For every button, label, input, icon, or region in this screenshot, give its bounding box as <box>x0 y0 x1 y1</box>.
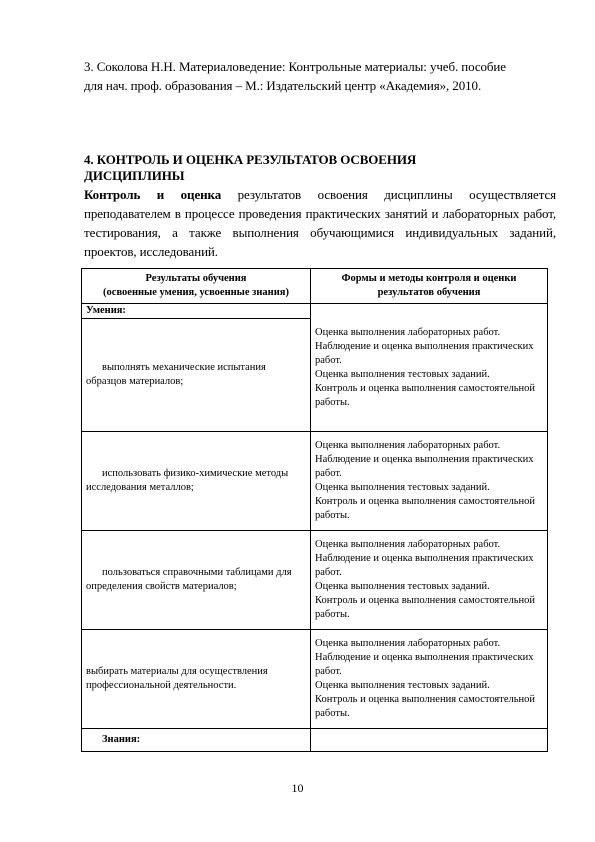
section-heading-line-2: ДИСЦИПЛИНЫ <box>84 168 185 183</box>
intro-paragraph <box>84 185 556 261</box>
method-item: Оценка выполнения тестовых заданий. <box>315 581 490 592</box>
col-results-header <box>82 269 311 304</box>
result-cell: пользоваться справочными таблицами для определения свойств материалов; <box>82 531 311 630</box>
table-row <box>82 432 548 531</box>
intro-text: результатов освоения дисциплины осуществляется преподавателем в процессе проведения практических занятий и лабораторных работ, тестирования, а также выполнения обучающимися индивидуальных заданий, проектов, исследований. <box>84 187 557 259</box>
col-results-header-line-1: Результаты обучения <box>145 273 247 284</box>
method-item: Оценка выполнения тестовых заданий. <box>315 482 490 493</box>
section-heading-line-1: 4. КОНТРОЛЬ И ОЦЕНКА РЕЗУЛЬТАТОВ ОСВОЕНИЯ <box>84 152 417 167</box>
method-item: Контроль и оценка выполнения самостоятельной работы. <box>315 694 536 719</box>
skills-label: Умения: <box>82 304 311 319</box>
methods-cell <box>311 304 548 432</box>
method-item: Контроль и оценка выполнения самостоятельной работы. <box>315 595 536 620</box>
section-heading <box>84 152 554 184</box>
knowledge-label: Знания: <box>82 729 311 752</box>
reference-line-2: для нач. проф. образования – М.: Издательский центр «Академия», 2010. <box>84 78 482 93</box>
results-table <box>81 268 548 752</box>
method-item: Наблюдение и оценка выполнения практических работ. <box>315 454 534 479</box>
reference-line-1: 3. Соколова Н.Н. Материаловедение: Контрольные материалы: учеб. пособие <box>84 59 506 74</box>
col-results-header-line-2: (освоенные умения, усвоенные знания) <box>103 287 289 298</box>
methods-cell <box>311 432 548 531</box>
col-methods-header <box>311 269 548 304</box>
method-item: Наблюдение и оценка выполнения практических работ. <box>315 652 534 677</box>
reference-entry <box>84 57 564 95</box>
method-item: Оценка выполнения лабораторных работ. <box>315 326 501 338</box>
method-item: Контроль и оценка выполнения самостоятельной работы. <box>315 496 536 521</box>
col-methods-header-line-2: результатов обучения <box>377 287 481 298</box>
table-row <box>82 304 548 319</box>
intro-bold-text: Контроль и оценка <box>84 187 222 202</box>
result-cell: использовать физико-химические методы исследования металлов; <box>82 432 311 531</box>
table-row <box>82 630 548 729</box>
methods-cell <box>311 531 548 630</box>
empty-cell <box>311 729 548 752</box>
method-item: Контроль и оценка выполнения самостоятельной работы. <box>315 382 536 408</box>
method-item: Наблюдение и оценка выполнения практических работ. <box>315 340 534 366</box>
method-item: Оценка выполнения тестовых заданий. <box>315 368 490 380</box>
result-cell: выполнять механические испытания образцов материалов; <box>82 319 311 432</box>
result-cell: выбирать материалы для осуществления профессиональной деятельности. <box>82 630 311 729</box>
page-number: 10 <box>291 781 304 795</box>
method-item: Оценка выполнения лабораторных работ. <box>315 638 501 649</box>
method-item: Оценка выполнения лабораторных работ. <box>315 539 501 550</box>
col-methods-header-line-1: Формы и методы контроля и оценки <box>341 273 517 284</box>
method-item: Наблюдение и оценка выполнения практических работ. <box>315 553 534 578</box>
table-row <box>82 531 548 630</box>
method-item: Оценка выполнения лабораторных работ. <box>315 440 501 451</box>
methods-cell <box>311 630 548 729</box>
table-header-row <box>82 269 548 304</box>
table-row <box>82 729 548 752</box>
method-item: Оценка выполнения тестовых заданий. <box>315 680 490 691</box>
